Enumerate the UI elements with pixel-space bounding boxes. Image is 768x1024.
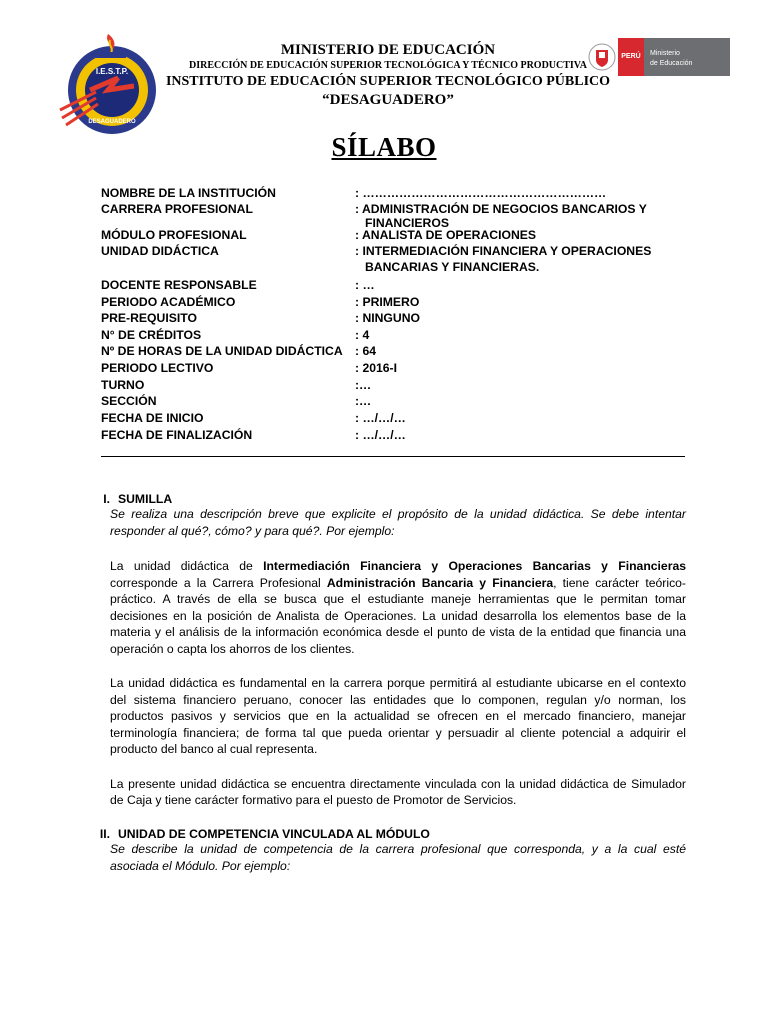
info-row	[101, 344, 701, 361]
section-title: UNIDAD DE COMPETENCIA VINCULADA AL MÓDULO	[118, 826, 430, 841]
info-value: : PRIMERO	[355, 295, 420, 309]
info-row	[101, 278, 701, 295]
syllabus-content	[90, 492, 686, 875]
info-row	[101, 202, 701, 228]
paragraph: La unidad didáctica de Intermediación Financiera y Operaciones Bancarias y Financieras corresponde a la Carrera Profesional Administración Bancaria y Financiera, tiene carácter teórico-práctico. A través de ella se busca que el estudiante maneje herramientas que le permitan tomar decisiones en la posición de Analista de Operaciones. La unidad desarrolla los elementos base de la materia y el análisis de la información económica desde el punto de vista de la entidad que financia una operación o capta los ahorros de los clientes.	[110, 559, 687, 656]
info-value: : …/…/…	[355, 411, 406, 425]
info-row	[101, 328, 701, 344]
info-label: Nº DE HORAS DE LA UNIDAD DIDÁCTICA	[101, 344, 343, 358]
header-text	[150, 42, 626, 109]
ministry-label-2: de Educación	[650, 60, 693, 67]
info-label: PERIODO LECTIVO	[101, 361, 214, 375]
ministry-label-1: Ministerio	[650, 50, 680, 57]
section-heading	[90, 492, 686, 506]
info-row	[101, 378, 701, 394]
section-title: SUMILLA	[118, 492, 173, 506]
info-row	[101, 394, 701, 411]
course-info	[101, 186, 701, 445]
info-row	[101, 244, 701, 278]
info-value: : 64	[355, 344, 377, 358]
ministry-title: MINISTERIO DE EDUCACIÓN	[280, 42, 496, 58]
info-row	[101, 228, 701, 244]
info-value: : INTERMEDIACIÓN FINANCIERA Y OPERACIONES BANCARIAS Y FINANCIERAS.	[355, 244, 652, 274]
info-label: MÓDULO PROFESIONAL	[101, 228, 247, 242]
ministry-logo	[588, 38, 730, 76]
info-value: : 2016-I	[355, 361, 398, 375]
info-label: PRE-REQUISITO	[101, 311, 197, 325]
logo-text: I.E.S.T.P.	[95, 67, 129, 76]
section-heading	[90, 827, 686, 841]
info-value: :…	[355, 378, 372, 392]
info-row	[101, 361, 701, 378]
info-label: PERIODO ACADÉMICO	[101, 295, 236, 309]
paragraph: La presente unidad didáctica se encuentra directamente vinculada con la unidad didáctica de Simulador de Caja y tiene carácter formativo para el puesto de Promotor de Servicios.	[110, 776, 686, 807]
info-row	[101, 186, 701, 202]
info-value: :…	[355, 394, 372, 408]
info-label: SECCIÓN	[101, 394, 157, 408]
info-value: : …/…/…	[355, 428, 406, 442]
logo-ring-text: DESAGUADERO	[88, 119, 136, 125]
info-label: FECHA DE INICIO	[101, 411, 204, 425]
paragraph: La unidad didáctica es fundamental en la carrera porque permitirá al estudiante ubicarse en el contexto del sistema financiero peruano, conocer las entidades que lo componen, regulan y/o norman, los productos pasivos y servicios que en la actualidad se ofrecen en el mercado financiero, manejar terminología financiera; de forma tal que pueda orientar y persuadir al cliente potencial a adquirir el producto del banco al cual representa.	[110, 676, 686, 756]
info-row	[101, 428, 701, 445]
info-value: : …	[355, 278, 375, 292]
direction-title: DIRECCIÓN DE EDUCACIÓN SUPERIOR TECNOLÓGICA Y TÉCNICO PRODUCTIVA	[189, 60, 587, 71]
divider	[101, 456, 685, 457]
section-instructions: Se realiza una descripción breve que explicite el propósito de la unidad didáctica. Se debe intentar responder al qué?, cómo? y para qué?. Por ejemplo:	[110, 507, 686, 538]
info-value: : ……………………………………………………	[355, 186, 607, 200]
institute-title: INSTITUTO DE EDUCACIÓN SUPERIOR TECNOLÓGICO PÚBLICO	[165, 74, 611, 89]
info-label: NOMBRE DE LA INSTITUCIÓN	[101, 186, 276, 200]
info-value: : 4	[355, 328, 370, 342]
peru-label: PERÚ	[621, 53, 641, 60]
info-label: DOCENTE RESPONSABLE	[101, 278, 257, 292]
info-label: TURNO	[101, 378, 145, 392]
info-row	[101, 311, 701, 328]
info-label: UNIDAD DIDÁCTICA	[101, 244, 219, 258]
info-label: FECHA DE FINALIZACIÓN	[101, 428, 253, 442]
section-number: I.	[103, 492, 110, 506]
info-value: : ADMINISTRACIÓN DE NEGOCIOS BANCARIOS Y FINANCIEROS	[355, 202, 647, 230]
document-title: SÍLABO	[331, 132, 437, 162]
section-instructions: Se describe la unidad de competencia de la carrera profesional que corresponda, y a la cual esté asociada el Módulo. Por ejemplo:	[110, 841, 686, 873]
info-value: : NINGUNO	[355, 311, 420, 325]
info-value: : ANALISTA DE OPERACIONES	[355, 228, 537, 242]
section-number: II.	[99, 826, 110, 841]
institute-name: “DESAGUADERO”	[322, 92, 454, 108]
document-header	[0, 28, 768, 148]
info-row	[101, 295, 701, 311]
info-row	[101, 411, 701, 428]
info-label: N° DE CRÉDITOS	[101, 328, 202, 342]
info-label: CARRERA PROFESIONAL	[101, 202, 253, 216]
